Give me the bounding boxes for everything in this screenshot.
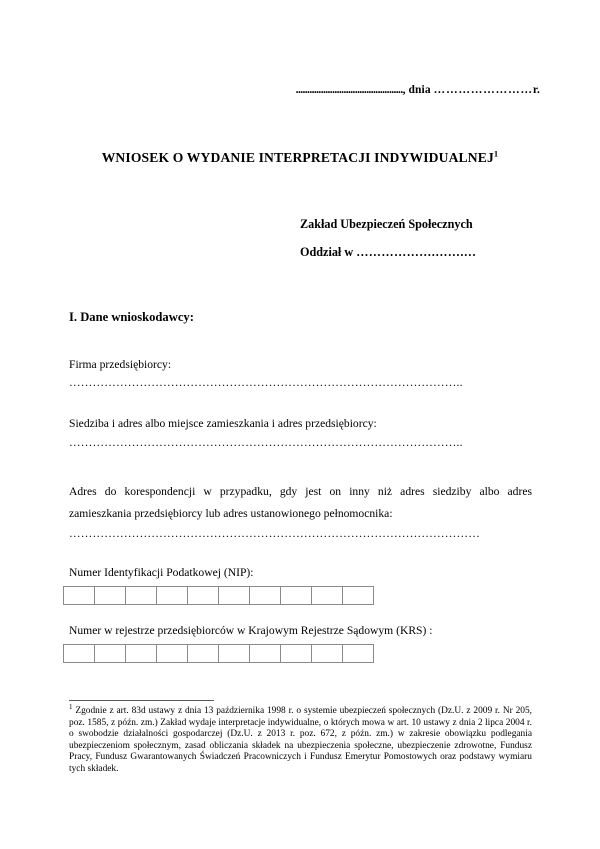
date-separator-label: , dnia [402,84,434,96]
krs-box[interactable] [280,644,312,663]
nip-box[interactable] [156,586,188,605]
krs-box[interactable] [187,644,219,663]
label-correspondence-address [69,481,532,525]
label-correspondence-address-line1: Adres do korespondencji w przypadku, gdy jest on inny niż adres siedziby albo adres [69,485,532,498]
page-title [60,150,540,166]
input-correspondence-address[interactable]: …………………………………………………………………………………………… [69,527,481,540]
footnote [69,702,532,776]
addressee-block [300,216,540,261]
year-suffix-label: r. [532,84,540,96]
nip-box[interactable] [311,586,343,605]
addressee-branch-label: Oddział w [300,245,357,259]
label-company-name: Firma przedsiębiorcy: [69,358,172,371]
input-registered-address[interactable]: ……………………………………………………………………………………….. [69,436,463,449]
nip-box[interactable] [280,586,312,605]
krs-box[interactable] [342,644,374,663]
nip-box[interactable] [63,586,95,605]
label-registered-address: Siedziba i adres albo miejsce zamieszkania i adres przedsiębiorcy: [69,417,377,430]
footnote-text: Zgodnie z art. 83d ustawy z dnia 13 października 1998 r. o systemie ubezpieczeń społecznych (Dz.U. z 2009 r. Nr 205, poz. 1585, z późn. zm.) Zakład wydaje interpretacje indywidualne, o których mowa w art. 10 ustawy z dnia 2 lipca 2004 r. o swobodzie działalności gospodarczej (Dz.U. z 2013 r. poz. 672, z późn. zm.) w zakresie obowiązku podlegania ubezpieczeniom społecznym, zasad obliczania składek na ubezpieczenia społeczne, ubezpieczenie zdrowotne, Fundusz Pracy, Fundusz Gwarantowanych Świadczeń Pracowniczych i Fundusz Emerytur Pomostowych oraz podstawy wymiaru tych składek. [69,706,532,774]
addressee-branch-dotted-field[interactable]: ……………….…….… [356,245,477,259]
nip-box[interactable] [187,586,219,605]
addressee-institution: Zakład Ubezpieczeń Społecznych [300,217,473,231]
input-krs-boxes[interactable] [63,644,374,663]
krs-box[interactable] [156,644,188,663]
nip-box[interactable] [218,586,250,605]
krs-box[interactable] [94,644,126,663]
nip-box[interactable] [125,586,157,605]
krs-box[interactable] [125,644,157,663]
addressee-branch-line [300,244,540,261]
input-nip-boxes[interactable] [63,586,374,605]
nip-box[interactable] [249,586,281,605]
page-title-text: WNIOSEK O WYDANIE INTERPRETACJI INDYWIDUALNEJ [101,150,494,165]
date-dotted-field[interactable]: …………………… [433,84,533,96]
krs-box[interactable] [249,644,281,663]
krs-box[interactable] [218,644,250,663]
title-footnote-marker: 1 [493,148,499,159]
section-heading-applicant-data: I. Dane wnioskodawcy: [69,310,194,324]
input-company-name[interactable]: ……………………………………………………………………………………….. [69,376,463,389]
nip-box[interactable] [342,586,374,605]
label-nip: Numer Identyfikacji Podatkowej (NIP): [69,566,254,579]
footnote-marker: 1 [69,702,73,711]
label-correspondence-address-line2: zamieszkania przedsiębiorcy lub adres ustanowionego pełnomocnika: [69,507,393,520]
nip-box[interactable] [94,586,126,605]
krs-box[interactable] [63,644,95,663]
footnote-separator [69,700,214,701]
label-krs: Numer w rejestrze przedsiębiorców w Krajowym Rejestrze Sądowym (KRS) : [69,624,433,637]
place-and-date-line [60,84,540,96]
place-dotted-field[interactable]: ............................................... [295,84,403,96]
krs-box[interactable] [311,644,343,663]
